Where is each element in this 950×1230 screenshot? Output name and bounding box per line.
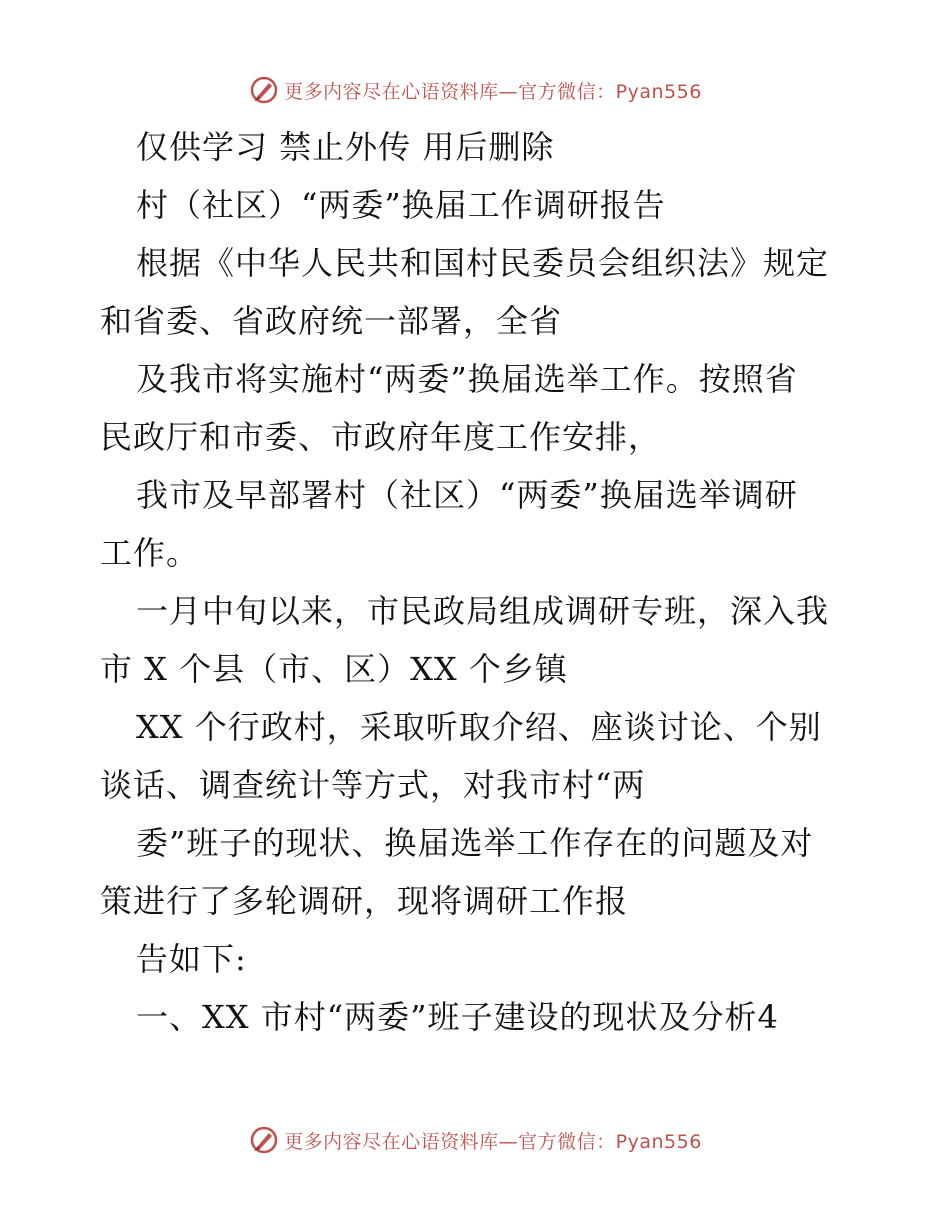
doc-line: 民政厅和市委、市政府年度工作安排， (100, 418, 662, 456)
doc-line: 仅供学习 禁止外传 用后删除 (136, 128, 555, 166)
watermark-text: 更多内容尽在心语资料库—官方微信：Pyan556 (284, 80, 702, 103)
document-body (100, 118, 860, 1046)
doc-line: 根据《中华人民共和国村民委员会组织法》规定 (136, 244, 830, 282)
doc-line: 策进行了多轮调研，现将调研工作报 (100, 882, 629, 920)
doc-line: XX 个行政村，采取听取介绍、座谈讨论、个别 (136, 708, 822, 746)
watermark-text: 更多内容尽在心语资料库—官方微信：Pyan556 (284, 1130, 702, 1153)
doc-line: 和省委、省政府统一部署，全省 (100, 302, 563, 340)
doc-line: 谈话、调查统计等方式，对我市村“两 (100, 766, 646, 804)
pen-circle-logo-icon (248, 1124, 280, 1156)
doc-line: 告如下: (136, 940, 247, 978)
doc-line: 我市及早部署村（社区）“两委”换届选举调研 (136, 476, 798, 514)
section-heading: 一、XX 市村“两委”班子建设的现状及分析4 (136, 998, 779, 1036)
doc-title: 村（社区）“两委”换届工作调研报告 (136, 186, 666, 224)
doc-line: 一月中旬以来，市民政局组成调研专班，深入我 (136, 592, 830, 630)
doc-line: 工作。 (100, 534, 200, 572)
pen-circle-logo-icon (248, 74, 280, 106)
doc-line: 市 X 个县（市、区）XX 个乡镇 (100, 650, 568, 688)
header-watermark (0, 70, 950, 110)
doc-line: 及我市将实施村“两委”换届选举工作。按照省 (136, 360, 798, 398)
footer-watermark (0, 1120, 950, 1160)
doc-line: 委”班子的现状、换届选举工作存在的问题及对 (136, 824, 814, 862)
